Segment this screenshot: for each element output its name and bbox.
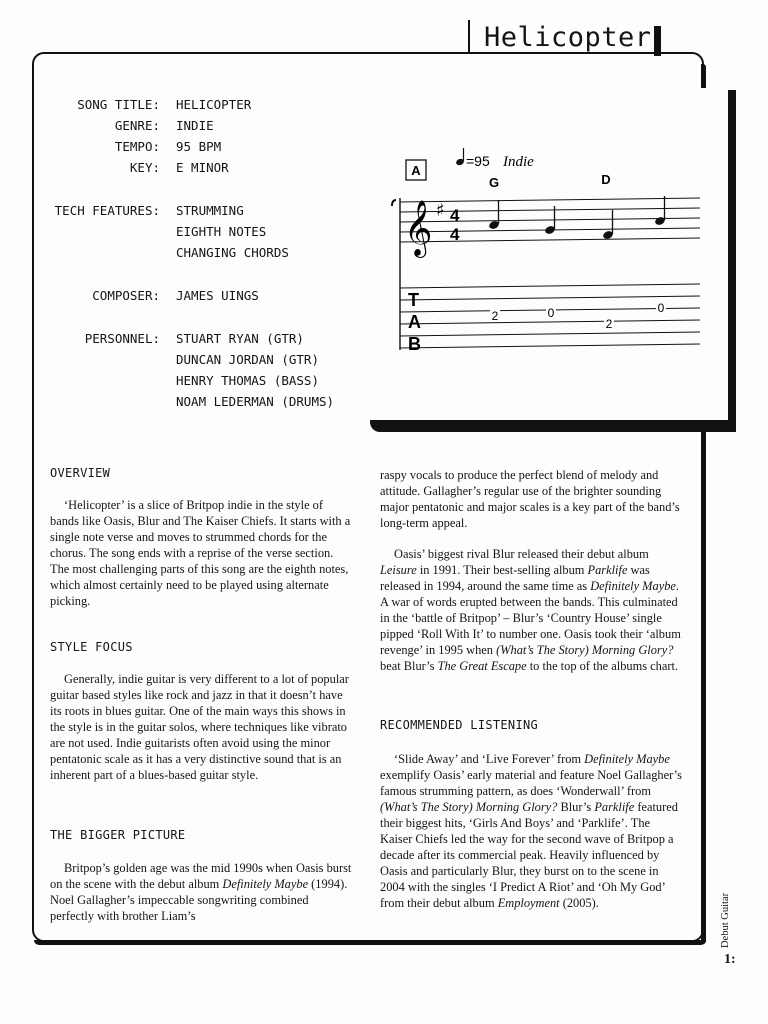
song-info-block [0, 94, 360, 424]
tempo-text: =95 [466, 153, 490, 169]
tab-fret: 0 [657, 301, 665, 315]
frame-shadow-bottom [34, 940, 706, 945]
info-value: STRUMMING [176, 203, 244, 218]
style-focus-paragraph [50, 671, 352, 783]
treble-clef-icon: 𝄞 [404, 200, 433, 256]
info-value: STUART RYAN (GTR) [176, 331, 304, 346]
right-text-3: ‘Slide Away’ and ‘Live Forever’ from Definitely Maybe exemplify Oasis’ early material and feature Noel Gallagher’s famous strumming pattern, as does ‘Wonderwall’ from (What’s The Story) Morning Glory? Blur’s Parklife featured their biggest hits, ‘Girls And Boys’ and ‘Parklife’. The Kaiser Chiefs led the way for the second wave of Britpop a decade after its commercial peak. Heavily influenced by Oasis and particularly Blur, they burst on to the scene in 2004 with the singles ‘I Predict A Riot’ and ‘Oh My God’ from their debut album Employment (2005). [380, 752, 682, 910]
music-notation [370, 88, 738, 428]
info-label: COMPOSER: [92, 288, 160, 303]
style-focus-text: Generally, indie guitar is very different to a lot of popular guitar based styles like rock and jazz in that it doesn’t have its roots in blues guitar. One of the main ways this shows in the style is in the guitar solos, where techniques like vibrato are not used. Indie guitarists often avoid using the minor pentatonic scale as it has a very distinctive sound that is an inherent part of a blues-based guitar style. [50, 672, 349, 782]
time-signature-top: 4 [450, 206, 460, 225]
info-label: TEMPO: [114, 139, 160, 154]
info-value: HELICOPTER [176, 97, 252, 112]
overview-text: ‘Helicopter’ is a slice of Britpop indie in the style of bands like Oasis, Blur and The Kaiser Chiefs. It starts with a single note verse and moves to strummed chords for the chorus. The song ends with a reprise of the verse section. The most challenging parts of this song are the eighth notes, which almost certainly need to be played using alternate picking. [50, 498, 351, 608]
style-text: Indie [503, 154, 534, 170]
info-value: INDIE [176, 118, 214, 133]
overview-paragraph [50, 497, 352, 609]
overview-heading: OVERVIEW [50, 466, 111, 480]
info-label: GENRE: [114, 118, 160, 133]
bigger-picture-heading: THE BIGGER PICTURE [50, 828, 186, 842]
info-value: E MINOR [176, 160, 229, 175]
info-value: HENRY THOMAS (BASS) [176, 373, 319, 388]
info-label: SONG TITLE: [77, 97, 160, 112]
time-signature-bottom: 4 [450, 225, 460, 244]
info-label: PERSONNEL: [84, 331, 160, 346]
right-text-2: Oasis’ biggest rival Blur released their debut album Leisure in 1991. Their best-selling album Parklife was released in 1994, around the same time as Definitely Maybe. A war of words erupted between the bands. This culminated in the ‘battle of Britpop’ – Blur’s ‘Country House’ single pipped ‘Roll With It’ to number one. Oasis took their ‘album revenge’ in 1995 when (What’s The Story) Morning Glory? beat Blur’s The Great Escape to the top of the albums chart. [380, 547, 681, 673]
bigger-picture-text: Britpop’s golden age was the mid 1990s when Oasis burst on the scene with the debut album Definitely Maybe (1994). Noel Gallagher’s impeccable songwriting combined perfectly with brother Liam’s [50, 861, 352, 923]
tab-fret: 2 [605, 317, 613, 331]
right-paragraph-3 [380, 751, 682, 911]
page-number: 1: [724, 952, 736, 967]
info-value: CHANGING CHORDS [176, 245, 289, 260]
tab-label-a: A [408, 312, 421, 332]
tab-fret: 2 [491, 309, 499, 323]
tab-fret: 0 [547, 306, 555, 320]
chord-label-g: G [488, 175, 500, 190]
info-value: JAMES UINGS [176, 288, 259, 303]
chord-label-d: D [601, 172, 611, 187]
tab-label-b: B [408, 334, 421, 354]
info-label: KEY: [129, 160, 160, 175]
bigger-picture-paragraph [50, 860, 352, 924]
right-text-1: raspy vocals to produce the perfect blend of melody and attitude. Gallagher’s regular use of the brighter sounding major pentatonic and major scales is a key part of the band’s long-term appeal. [380, 468, 680, 530]
tab-label-t: T [408, 290, 419, 310]
magazine-side-label: Debut Guitar [720, 892, 731, 948]
style-focus-heading: STYLE FOCUS [50, 640, 133, 654]
title-divider [468, 20, 470, 52]
info-value: 95 BPM [176, 139, 222, 154]
info-label: TECH FEATURES: [54, 203, 160, 218]
section-label: A [411, 163, 421, 178]
right-paragraph-2 [380, 546, 682, 674]
info-value: DUNCAN JORDAN (GTR) [176, 352, 319, 367]
recommended-listening-heading: RECOMMENDED LISTENING [380, 718, 539, 732]
info-value: EIGHTH NOTES [176, 224, 267, 239]
right-paragraph-1 [380, 467, 682, 531]
page-title: Helicopter [484, 22, 652, 53]
info-value: NOAM LEDERMAN (DRUMS) [176, 394, 335, 409]
sharp-icon: ♯ [436, 200, 445, 221]
